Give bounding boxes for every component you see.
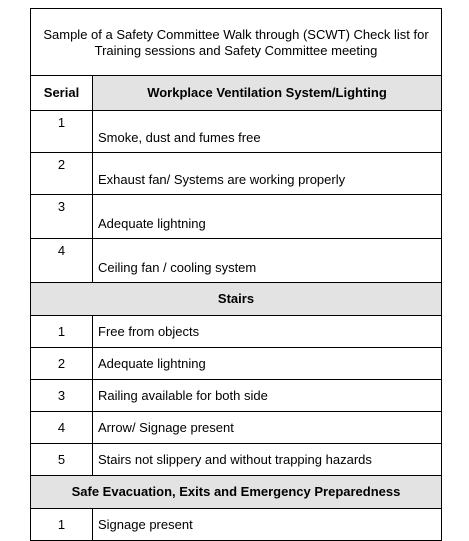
section-header-row [31, 283, 442, 316]
serial-cell: 5 [31, 444, 93, 476]
table-row [31, 153, 442, 195]
table-row [31, 444, 442, 476]
item-text: Adequate lightning [93, 348, 442, 380]
serial-cell: 1 [31, 111, 93, 153]
serial-column-header: Serial [31, 76, 93, 111]
item-text: Arrow/ Signage present [93, 412, 442, 444]
section-header-row [31, 476, 442, 509]
serial-cell: 4 [31, 239, 93, 283]
header-row [31, 76, 442, 111]
title-row [31, 9, 442, 76]
serial-cell: 2 [31, 153, 93, 195]
section-header-stairs: Stairs [31, 283, 442, 316]
item-text: Stairs not slippery and without trapping hazards [93, 444, 442, 476]
serial-cell: 4 [31, 412, 93, 444]
table-row [31, 239, 442, 283]
item-text: Smoke, dust and fumes free [93, 111, 442, 153]
table-row [31, 412, 442, 444]
serial-cell: 3 [31, 380, 93, 412]
serial-cell: 2 [31, 348, 93, 380]
table-row [31, 348, 442, 380]
item-text: Exhaust fan/ Systems are working properly [93, 153, 442, 195]
checklist-table [30, 8, 442, 541]
item-text: Adequate lightning [93, 195, 442, 239]
checklist-title: Sample of a Safety Committee Walk through (SCWT) Check list for Training sessions and Safety Committee meeting [31, 9, 442, 76]
table-row [31, 195, 442, 239]
table-row [31, 111, 442, 153]
item-text: Signage present [93, 509, 442, 541]
table-row [31, 380, 442, 412]
section-header-ventilation: Workplace Ventilation System/Lighting [93, 76, 442, 111]
item-text: Ceiling fan / cooling system [93, 239, 442, 283]
section-header-evacuation: Safe Evacuation, Exits and Emergency Preparedness [31, 476, 442, 509]
table-row [31, 509, 442, 541]
serial-cell: 1 [31, 509, 93, 541]
serial-cell: 1 [31, 316, 93, 348]
serial-cell: 3 [31, 195, 93, 239]
table-row [31, 316, 442, 348]
item-text: Free from objects [93, 316, 442, 348]
item-text: Railing available for both side [93, 380, 442, 412]
